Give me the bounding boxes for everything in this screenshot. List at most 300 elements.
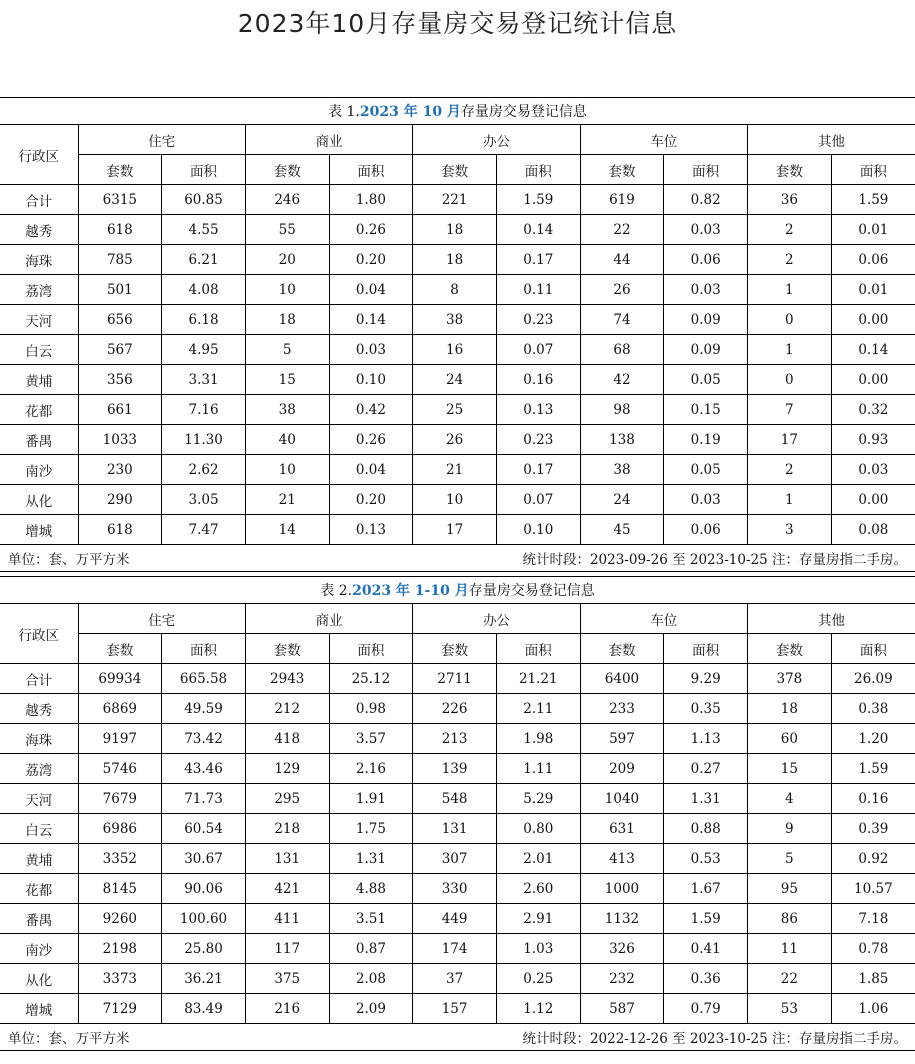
value-cell: 36.21 bbox=[162, 964, 246, 994]
value-cell: 18 bbox=[748, 694, 832, 724]
value-cell: 100.60 bbox=[162, 904, 246, 934]
value-cell: 356 bbox=[78, 365, 162, 395]
value-cell: 98 bbox=[580, 395, 664, 425]
value-cell: 1000 bbox=[580, 874, 664, 904]
value-cell: 2.16 bbox=[329, 754, 413, 784]
district-cell: 海珠 bbox=[0, 724, 78, 754]
value-cell: 232 bbox=[580, 964, 664, 994]
value-cell: 618 bbox=[78, 215, 162, 245]
value-cell: 53 bbox=[748, 994, 832, 1024]
table-row bbox=[0, 784, 915, 814]
value-cell: 0.00 bbox=[831, 305, 915, 335]
value-cell: 1.98 bbox=[496, 724, 580, 754]
value-cell: 7129 bbox=[78, 994, 162, 1024]
caption-prefix: 表 1. bbox=[328, 104, 360, 120]
value-cell: 71.73 bbox=[162, 784, 246, 814]
value-cell: 7.16 bbox=[162, 395, 246, 425]
value-cell: 421 bbox=[245, 874, 329, 904]
value-cell: 24 bbox=[413, 365, 497, 395]
value-cell: 131 bbox=[245, 844, 329, 874]
value-cell: 631 bbox=[580, 814, 664, 844]
value-cell: 1.20 bbox=[831, 724, 915, 754]
value-cell: 5.29 bbox=[496, 784, 580, 814]
value-cell: 411 bbox=[245, 904, 329, 934]
caption-period: 2023 年 1-10 月 bbox=[352, 583, 469, 599]
value-cell: 49.59 bbox=[162, 694, 246, 724]
area-header: 面积 bbox=[831, 634, 915, 664]
value-cell: 0.06 bbox=[664, 515, 748, 545]
value-cell: 567 bbox=[78, 335, 162, 365]
value-cell: 11 bbox=[748, 934, 832, 964]
value-cell: 2.11 bbox=[496, 694, 580, 724]
value-cell: 3.31 bbox=[162, 365, 246, 395]
value-cell: 0.14 bbox=[329, 305, 413, 335]
value-cell: 25.80 bbox=[162, 934, 246, 964]
value-cell: 0.14 bbox=[831, 335, 915, 365]
value-cell: 213 bbox=[413, 724, 497, 754]
value-cell: 326 bbox=[580, 934, 664, 964]
value-cell: 0.10 bbox=[496, 515, 580, 545]
table-row bbox=[0, 934, 915, 964]
value-cell: 0.87 bbox=[329, 934, 413, 964]
value-cell: 5 bbox=[245, 335, 329, 365]
value-cell: 0.93 bbox=[831, 425, 915, 455]
value-cell: 2198 bbox=[78, 934, 162, 964]
value-cell: 117 bbox=[245, 934, 329, 964]
value-cell: 157 bbox=[413, 994, 497, 1024]
value-cell: 0.03 bbox=[831, 455, 915, 485]
value-cell: 15 bbox=[245, 365, 329, 395]
value-cell: 9 bbox=[748, 814, 832, 844]
district-cell: 从化 bbox=[0, 964, 78, 994]
value-cell: 2 bbox=[748, 455, 832, 485]
value-cell: 1.11 bbox=[496, 754, 580, 784]
value-cell: 0.06 bbox=[664, 245, 748, 275]
value-cell: 2711 bbox=[413, 664, 497, 694]
value-cell: 16 bbox=[413, 335, 497, 365]
table-row bbox=[0, 365, 915, 395]
value-cell: 1040 bbox=[580, 784, 664, 814]
value-cell: 0.13 bbox=[496, 395, 580, 425]
table-caption bbox=[0, 98, 915, 125]
value-cell: 131 bbox=[413, 814, 497, 844]
value-cell: 295 bbox=[245, 784, 329, 814]
value-cell: 7 bbox=[748, 395, 832, 425]
value-cell: 0.00 bbox=[831, 365, 915, 395]
area-header: 面积 bbox=[162, 155, 246, 185]
value-cell: 17 bbox=[413, 515, 497, 545]
value-cell: 2.01 bbox=[496, 844, 580, 874]
value-cell: 15 bbox=[748, 754, 832, 784]
count-header: 套数 bbox=[78, 634, 162, 664]
table-row bbox=[0, 874, 915, 904]
value-cell: 0.78 bbox=[831, 934, 915, 964]
value-cell: 138 bbox=[580, 425, 664, 455]
unit-note: 单位：套、万平方米 bbox=[8, 552, 130, 568]
value-cell: 6400 bbox=[580, 664, 664, 694]
value-cell: 17 bbox=[748, 425, 832, 455]
value-cell: 1.59 bbox=[831, 754, 915, 784]
value-cell: 24 bbox=[580, 485, 664, 515]
value-cell: 3.57 bbox=[329, 724, 413, 754]
value-cell: 42 bbox=[580, 365, 664, 395]
value-cell: 0.17 bbox=[496, 455, 580, 485]
value-cell: 0.15 bbox=[664, 395, 748, 425]
value-cell: 4.55 bbox=[162, 215, 246, 245]
district-cell: 黄埔 bbox=[0, 844, 78, 874]
value-cell: 0.32 bbox=[831, 395, 915, 425]
value-cell: 6315 bbox=[78, 185, 162, 215]
table-row bbox=[0, 485, 915, 515]
value-cell: 1.75 bbox=[329, 814, 413, 844]
count-header: 套数 bbox=[580, 155, 664, 185]
value-cell: 0.05 bbox=[664, 365, 748, 395]
value-cell: 378 bbox=[748, 664, 832, 694]
value-cell: 221 bbox=[413, 185, 497, 215]
value-cell: 10 bbox=[245, 275, 329, 305]
value-cell: 3.51 bbox=[329, 904, 413, 934]
value-cell: 4.95 bbox=[162, 335, 246, 365]
value-cell: 0.25 bbox=[496, 964, 580, 994]
value-cell: 619 bbox=[580, 185, 664, 215]
table-row bbox=[0, 664, 915, 694]
district-cell: 海珠 bbox=[0, 245, 78, 275]
value-cell: 226 bbox=[413, 694, 497, 724]
value-cell: 4.08 bbox=[162, 275, 246, 305]
value-cell: 290 bbox=[78, 485, 162, 515]
group-header: 住宅 bbox=[78, 125, 245, 155]
table-row bbox=[0, 455, 915, 485]
value-cell: 37 bbox=[413, 964, 497, 994]
value-cell: 38 bbox=[580, 455, 664, 485]
value-cell: 0.16 bbox=[831, 784, 915, 814]
value-cell: 9197 bbox=[78, 724, 162, 754]
table-caption bbox=[0, 577, 915, 604]
value-cell: 212 bbox=[245, 694, 329, 724]
value-cell: 0.20 bbox=[329, 485, 413, 515]
value-cell: 618 bbox=[78, 515, 162, 545]
value-cell: 25.12 bbox=[329, 664, 413, 694]
value-cell: 209 bbox=[580, 754, 664, 784]
value-cell: 21 bbox=[245, 485, 329, 515]
district-cell: 从化 bbox=[0, 485, 78, 515]
value-cell: 501 bbox=[78, 275, 162, 305]
caption-suffix: 存量房交易登记信息 bbox=[468, 583, 595, 599]
value-cell: 25 bbox=[413, 395, 497, 425]
value-cell: 60.54 bbox=[162, 814, 246, 844]
area-header: 面积 bbox=[329, 155, 413, 185]
value-cell: 0.17 bbox=[496, 245, 580, 275]
value-cell: 2.62 bbox=[162, 455, 246, 485]
district-cell: 白云 bbox=[0, 335, 78, 365]
area-header: 面积 bbox=[496, 634, 580, 664]
value-cell: 3.05 bbox=[162, 485, 246, 515]
area-header: 面积 bbox=[664, 155, 748, 185]
value-cell: 1.06 bbox=[831, 994, 915, 1024]
value-cell: 307 bbox=[413, 844, 497, 874]
value-cell: 0.23 bbox=[496, 305, 580, 335]
value-cell: 44 bbox=[580, 245, 664, 275]
page-title: 2023年10月存量房交易登记统计信息 bbox=[237, 9, 678, 38]
value-cell: 18 bbox=[245, 305, 329, 335]
caption-prefix: 表 2. bbox=[320, 583, 353, 599]
value-cell: 0.42 bbox=[329, 395, 413, 425]
value-cell: 9260 bbox=[78, 904, 162, 934]
table-row bbox=[0, 425, 915, 455]
value-cell: 0.98 bbox=[329, 694, 413, 724]
value-cell: 0.07 bbox=[496, 485, 580, 515]
value-cell: 413 bbox=[580, 844, 664, 874]
district-cell: 南沙 bbox=[0, 455, 78, 485]
value-cell: 20 bbox=[245, 245, 329, 275]
value-cell: 0.82 bbox=[664, 185, 748, 215]
value-cell: 43.46 bbox=[162, 754, 246, 784]
table-footer bbox=[0, 1024, 915, 1051]
value-cell: 129 bbox=[245, 754, 329, 784]
value-cell: 0.80 bbox=[496, 814, 580, 844]
value-cell: 0.01 bbox=[831, 215, 915, 245]
value-cell: 26.09 bbox=[831, 664, 915, 694]
value-cell: 18 bbox=[413, 245, 497, 275]
area-header: 面积 bbox=[329, 634, 413, 664]
value-cell: 1 bbox=[748, 335, 832, 365]
value-cell: 3373 bbox=[78, 964, 162, 994]
value-cell: 26 bbox=[413, 425, 497, 455]
value-cell: 1.59 bbox=[496, 185, 580, 215]
value-cell: 90.06 bbox=[162, 874, 246, 904]
value-cell: 0.39 bbox=[831, 814, 915, 844]
value-cell: 0.79 bbox=[664, 994, 748, 1024]
value-cell: 10 bbox=[245, 455, 329, 485]
value-cell: 233 bbox=[580, 694, 664, 724]
table-2 bbox=[0, 576, 915, 1051]
count-header: 套数 bbox=[748, 155, 832, 185]
value-cell: 1.31 bbox=[329, 844, 413, 874]
value-cell: 2943 bbox=[245, 664, 329, 694]
value-cell: 21.21 bbox=[496, 664, 580, 694]
value-cell: 26 bbox=[580, 275, 664, 305]
district-header: 行政区 bbox=[0, 604, 78, 664]
value-cell: 0.04 bbox=[329, 275, 413, 305]
value-cell: 0.41 bbox=[664, 934, 748, 964]
area-header: 面积 bbox=[496, 155, 580, 185]
count-header: 套数 bbox=[245, 155, 329, 185]
group-header: 商业 bbox=[245, 125, 412, 155]
value-cell: 38 bbox=[245, 395, 329, 425]
value-cell: 418 bbox=[245, 724, 329, 754]
district-cell: 越秀 bbox=[0, 215, 78, 245]
value-cell: 36 bbox=[748, 185, 832, 215]
value-cell: 0.04 bbox=[329, 455, 413, 485]
value-cell: 1.59 bbox=[831, 185, 915, 215]
district-cell: 增城 bbox=[0, 994, 78, 1024]
value-cell: 0.16 bbox=[496, 365, 580, 395]
value-cell: 0.09 bbox=[664, 305, 748, 335]
value-cell: 0.26 bbox=[329, 215, 413, 245]
value-cell: 1.31 bbox=[664, 784, 748, 814]
count-header: 套数 bbox=[413, 155, 497, 185]
unit-note: 单位：套、万平方米 bbox=[8, 1031, 130, 1047]
value-cell: 0.08 bbox=[831, 515, 915, 545]
value-cell: 665.58 bbox=[162, 664, 246, 694]
period-note: 统计时段：2022-12-26 至 2023-10-25 注：存量房指二手房。 bbox=[522, 1031, 907, 1047]
value-cell: 0.53 bbox=[664, 844, 748, 874]
group-header: 车位 bbox=[580, 125, 747, 155]
table-row bbox=[0, 994, 915, 1024]
value-cell: 0.03 bbox=[664, 215, 748, 245]
value-cell: 449 bbox=[413, 904, 497, 934]
count-header: 套数 bbox=[413, 634, 497, 664]
value-cell: 661 bbox=[78, 395, 162, 425]
value-cell: 6.21 bbox=[162, 245, 246, 275]
value-cell: 7679 bbox=[78, 784, 162, 814]
value-cell: 2.09 bbox=[329, 994, 413, 1024]
table-row bbox=[0, 844, 915, 874]
value-cell: 6986 bbox=[78, 814, 162, 844]
district-cell: 天河 bbox=[0, 784, 78, 814]
value-cell: 0.07 bbox=[496, 335, 580, 365]
value-cell: 60 bbox=[748, 724, 832, 754]
caption-period: 2023 年 10 月 bbox=[359, 104, 461, 120]
value-cell: 11.30 bbox=[162, 425, 246, 455]
group-header: 其他 bbox=[748, 604, 915, 634]
value-cell: 656 bbox=[78, 305, 162, 335]
value-cell: 86 bbox=[748, 904, 832, 934]
value-cell: 0.11 bbox=[496, 275, 580, 305]
value-cell: 7.47 bbox=[162, 515, 246, 545]
value-cell: 230 bbox=[78, 455, 162, 485]
value-cell: 0.05 bbox=[664, 455, 748, 485]
count-header: 套数 bbox=[78, 155, 162, 185]
value-cell: 95 bbox=[748, 874, 832, 904]
count-header: 套数 bbox=[580, 634, 664, 664]
value-cell: 8145 bbox=[78, 874, 162, 904]
district-cell: 合计 bbox=[0, 185, 78, 215]
district-cell: 荔湾 bbox=[0, 275, 78, 305]
value-cell: 5746 bbox=[78, 754, 162, 784]
value-cell: 375 bbox=[245, 964, 329, 994]
table-footer bbox=[0, 545, 915, 572]
caption-suffix: 存量房交易登记信息 bbox=[460, 104, 587, 120]
value-cell: 0.36 bbox=[664, 964, 748, 994]
district-cell: 黄埔 bbox=[0, 365, 78, 395]
value-cell: 2 bbox=[748, 215, 832, 245]
value-cell: 330 bbox=[413, 874, 497, 904]
district-cell: 番禺 bbox=[0, 904, 78, 934]
value-cell: 174 bbox=[413, 934, 497, 964]
value-cell: 74 bbox=[580, 305, 664, 335]
table-row bbox=[0, 694, 915, 724]
value-cell: 22 bbox=[748, 964, 832, 994]
table-row bbox=[0, 335, 915, 365]
table-row bbox=[0, 904, 915, 934]
district-cell: 天河 bbox=[0, 305, 78, 335]
value-cell: 0.00 bbox=[831, 485, 915, 515]
value-cell: 45 bbox=[580, 515, 664, 545]
district-cell: 南沙 bbox=[0, 934, 78, 964]
group-header: 住宅 bbox=[78, 604, 245, 634]
value-cell: 548 bbox=[413, 784, 497, 814]
value-cell: 5 bbox=[748, 844, 832, 874]
value-cell: 1033 bbox=[78, 425, 162, 455]
group-header: 其他 bbox=[748, 125, 915, 155]
value-cell: 9.29 bbox=[664, 664, 748, 694]
value-cell: 0.14 bbox=[496, 215, 580, 245]
value-cell: 2.08 bbox=[329, 964, 413, 994]
group-header: 办公 bbox=[413, 604, 580, 634]
group-header: 办公 bbox=[413, 125, 580, 155]
value-cell: 7.18 bbox=[831, 904, 915, 934]
table-row bbox=[0, 964, 915, 994]
district-cell: 花都 bbox=[0, 874, 78, 904]
table-row bbox=[0, 275, 915, 305]
district-cell: 越秀 bbox=[0, 694, 78, 724]
value-cell: 216 bbox=[245, 994, 329, 1024]
value-cell: 1.91 bbox=[329, 784, 413, 814]
value-cell: 60.85 bbox=[162, 185, 246, 215]
district-cell: 番禺 bbox=[0, 425, 78, 455]
value-cell: 2.91 bbox=[496, 904, 580, 934]
value-cell: 10 bbox=[413, 485, 497, 515]
count-header: 套数 bbox=[748, 634, 832, 664]
area-header: 面积 bbox=[664, 634, 748, 664]
district-cell: 花都 bbox=[0, 395, 78, 425]
value-cell: 3 bbox=[748, 515, 832, 545]
value-cell: 0.92 bbox=[831, 844, 915, 874]
value-cell: 2 bbox=[748, 245, 832, 275]
table-row bbox=[0, 245, 915, 275]
value-cell: 4.88 bbox=[329, 874, 413, 904]
table-row bbox=[0, 515, 915, 545]
value-cell: 1.03 bbox=[496, 934, 580, 964]
value-cell: 10.57 bbox=[831, 874, 915, 904]
value-cell: 6869 bbox=[78, 694, 162, 724]
value-cell: 21 bbox=[413, 455, 497, 485]
value-cell: 14 bbox=[245, 515, 329, 545]
value-cell: 1.67 bbox=[664, 874, 748, 904]
table-1 bbox=[0, 97, 915, 572]
value-cell: 0.03 bbox=[329, 335, 413, 365]
value-cell: 2.60 bbox=[496, 874, 580, 904]
value-cell: 1 bbox=[748, 275, 832, 305]
value-cell: 3352 bbox=[78, 844, 162, 874]
value-cell: 1.59 bbox=[664, 904, 748, 934]
value-cell: 0.03 bbox=[664, 275, 748, 305]
table-row bbox=[0, 754, 915, 784]
district-cell: 合计 bbox=[0, 664, 78, 694]
table-row bbox=[0, 724, 915, 754]
value-cell: 785 bbox=[78, 245, 162, 275]
value-cell: 73.42 bbox=[162, 724, 246, 754]
value-cell: 8 bbox=[413, 275, 497, 305]
value-cell: 587 bbox=[580, 994, 664, 1024]
value-cell: 0.01 bbox=[831, 275, 915, 305]
value-cell: 22 bbox=[580, 215, 664, 245]
value-cell: 218 bbox=[245, 814, 329, 844]
value-cell: 139 bbox=[413, 754, 497, 784]
area-header: 面积 bbox=[162, 634, 246, 664]
district-cell: 荔湾 bbox=[0, 754, 78, 784]
value-cell: 4 bbox=[748, 784, 832, 814]
value-cell: 30.67 bbox=[162, 844, 246, 874]
table-row bbox=[0, 215, 915, 245]
value-cell: 1.13 bbox=[664, 724, 748, 754]
value-cell: 68 bbox=[580, 335, 664, 365]
value-cell: 0.27 bbox=[664, 754, 748, 784]
value-cell: 18 bbox=[413, 215, 497, 245]
table-row bbox=[0, 814, 915, 844]
value-cell: 0.35 bbox=[664, 694, 748, 724]
